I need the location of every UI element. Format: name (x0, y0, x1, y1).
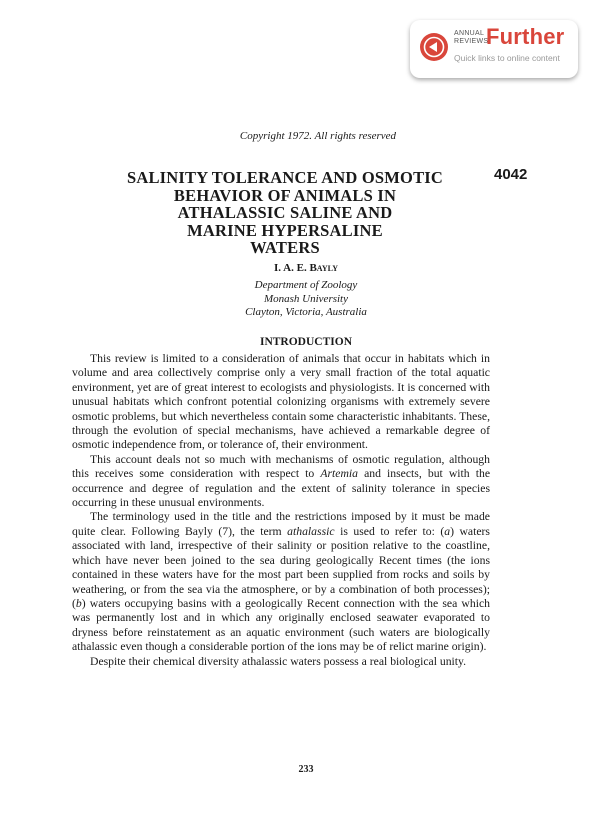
title-line: MARINE HYPERSALINE (187, 220, 383, 240)
affiliation-line: Clayton, Victoria, Australia (245, 306, 367, 318)
article-title (95, 169, 475, 257)
annual-reviews-logo-text: ANNUAL REVIEWS (454, 30, 489, 45)
page-number: 233 (298, 764, 314, 775)
paragraph: This review is limited to a consideration of animals that occur in habitats which in volume and area collectively comprise only a very small fraction of the total aquatic environment, yet are of great interest to ecologists and physiologists. It is concerned with unusual habitats which confront potential colonizing organisms with extremely severe osmotic problems, but which nevertheless contain some characteristic inhabitants. These, through the evolution of special mechanisms, have achieved a remarkable degree of osmotic independence from, or tolerance of, their environment. (72, 352, 490, 452)
paragraph: The terminology used in the title and the restrictions imposed by it must be made quite clear. Following Bayly (7), the term athalassic is used to refer to: (a) waters associated with land, irrespective of their salinity or position relative to the coastline, which have never been joined to the sea during geologically Recent times (the ions contained in these waters have for the most part been supplied from rocks and soils by weathering, or from the sea via the atmosphere, or by a combination of both processes); (b) waters occupying basins with a geologically Recent connection with the sea which was permanently lost and in which any originally enclosed seawater evaporated to dryness before reinstatement as an aquatic environment (such waters are biologically athalassic even though a considerable portion of the ions may be of relict marine origin). (72, 510, 490, 654)
author-initials: I. A. E. (273, 262, 310, 274)
further-links-banner[interactable] (410, 20, 578, 78)
paragraph: Despite their chemical diversity athalassic waters possess a real biological unity. (90, 654, 467, 668)
further-wordmark: Further (486, 24, 565, 49)
article-number: 4042 (494, 166, 528, 183)
title-line: WATERS (250, 238, 320, 257)
section-heading: INTRODUCTION (259, 336, 352, 348)
author-name (0, 262, 596, 274)
affiliation-line: Department of Zoology (254, 279, 358, 291)
title-line: BEHAVIOR OF ANIMALS IN (173, 185, 397, 205)
body-text (72, 352, 490, 669)
author-affiliation (0, 279, 596, 320)
paragraph: This account deals not so much with mechanisms of osmotic regulation, although this receives some consideration with respect to Artemia and insects, but with the occurrence and degree of regulation and the extent of salinity tolerance in species occurring in these unusual environments. (72, 452, 491, 510)
title-line: ATHALASSIC SALINE AND (177, 203, 393, 222)
copyright-notice: Copyright 1972. All rights reserved (239, 130, 397, 142)
affiliation-line: Monash University (263, 292, 348, 305)
back-arrow-icon (420, 33, 448, 61)
author-surname: Bayly (309, 262, 338, 274)
further-subtitle: Quick links to online content (454, 53, 560, 63)
title-line: SALINITY TOLERANCE AND OSMOTIC (126, 168, 444, 187)
